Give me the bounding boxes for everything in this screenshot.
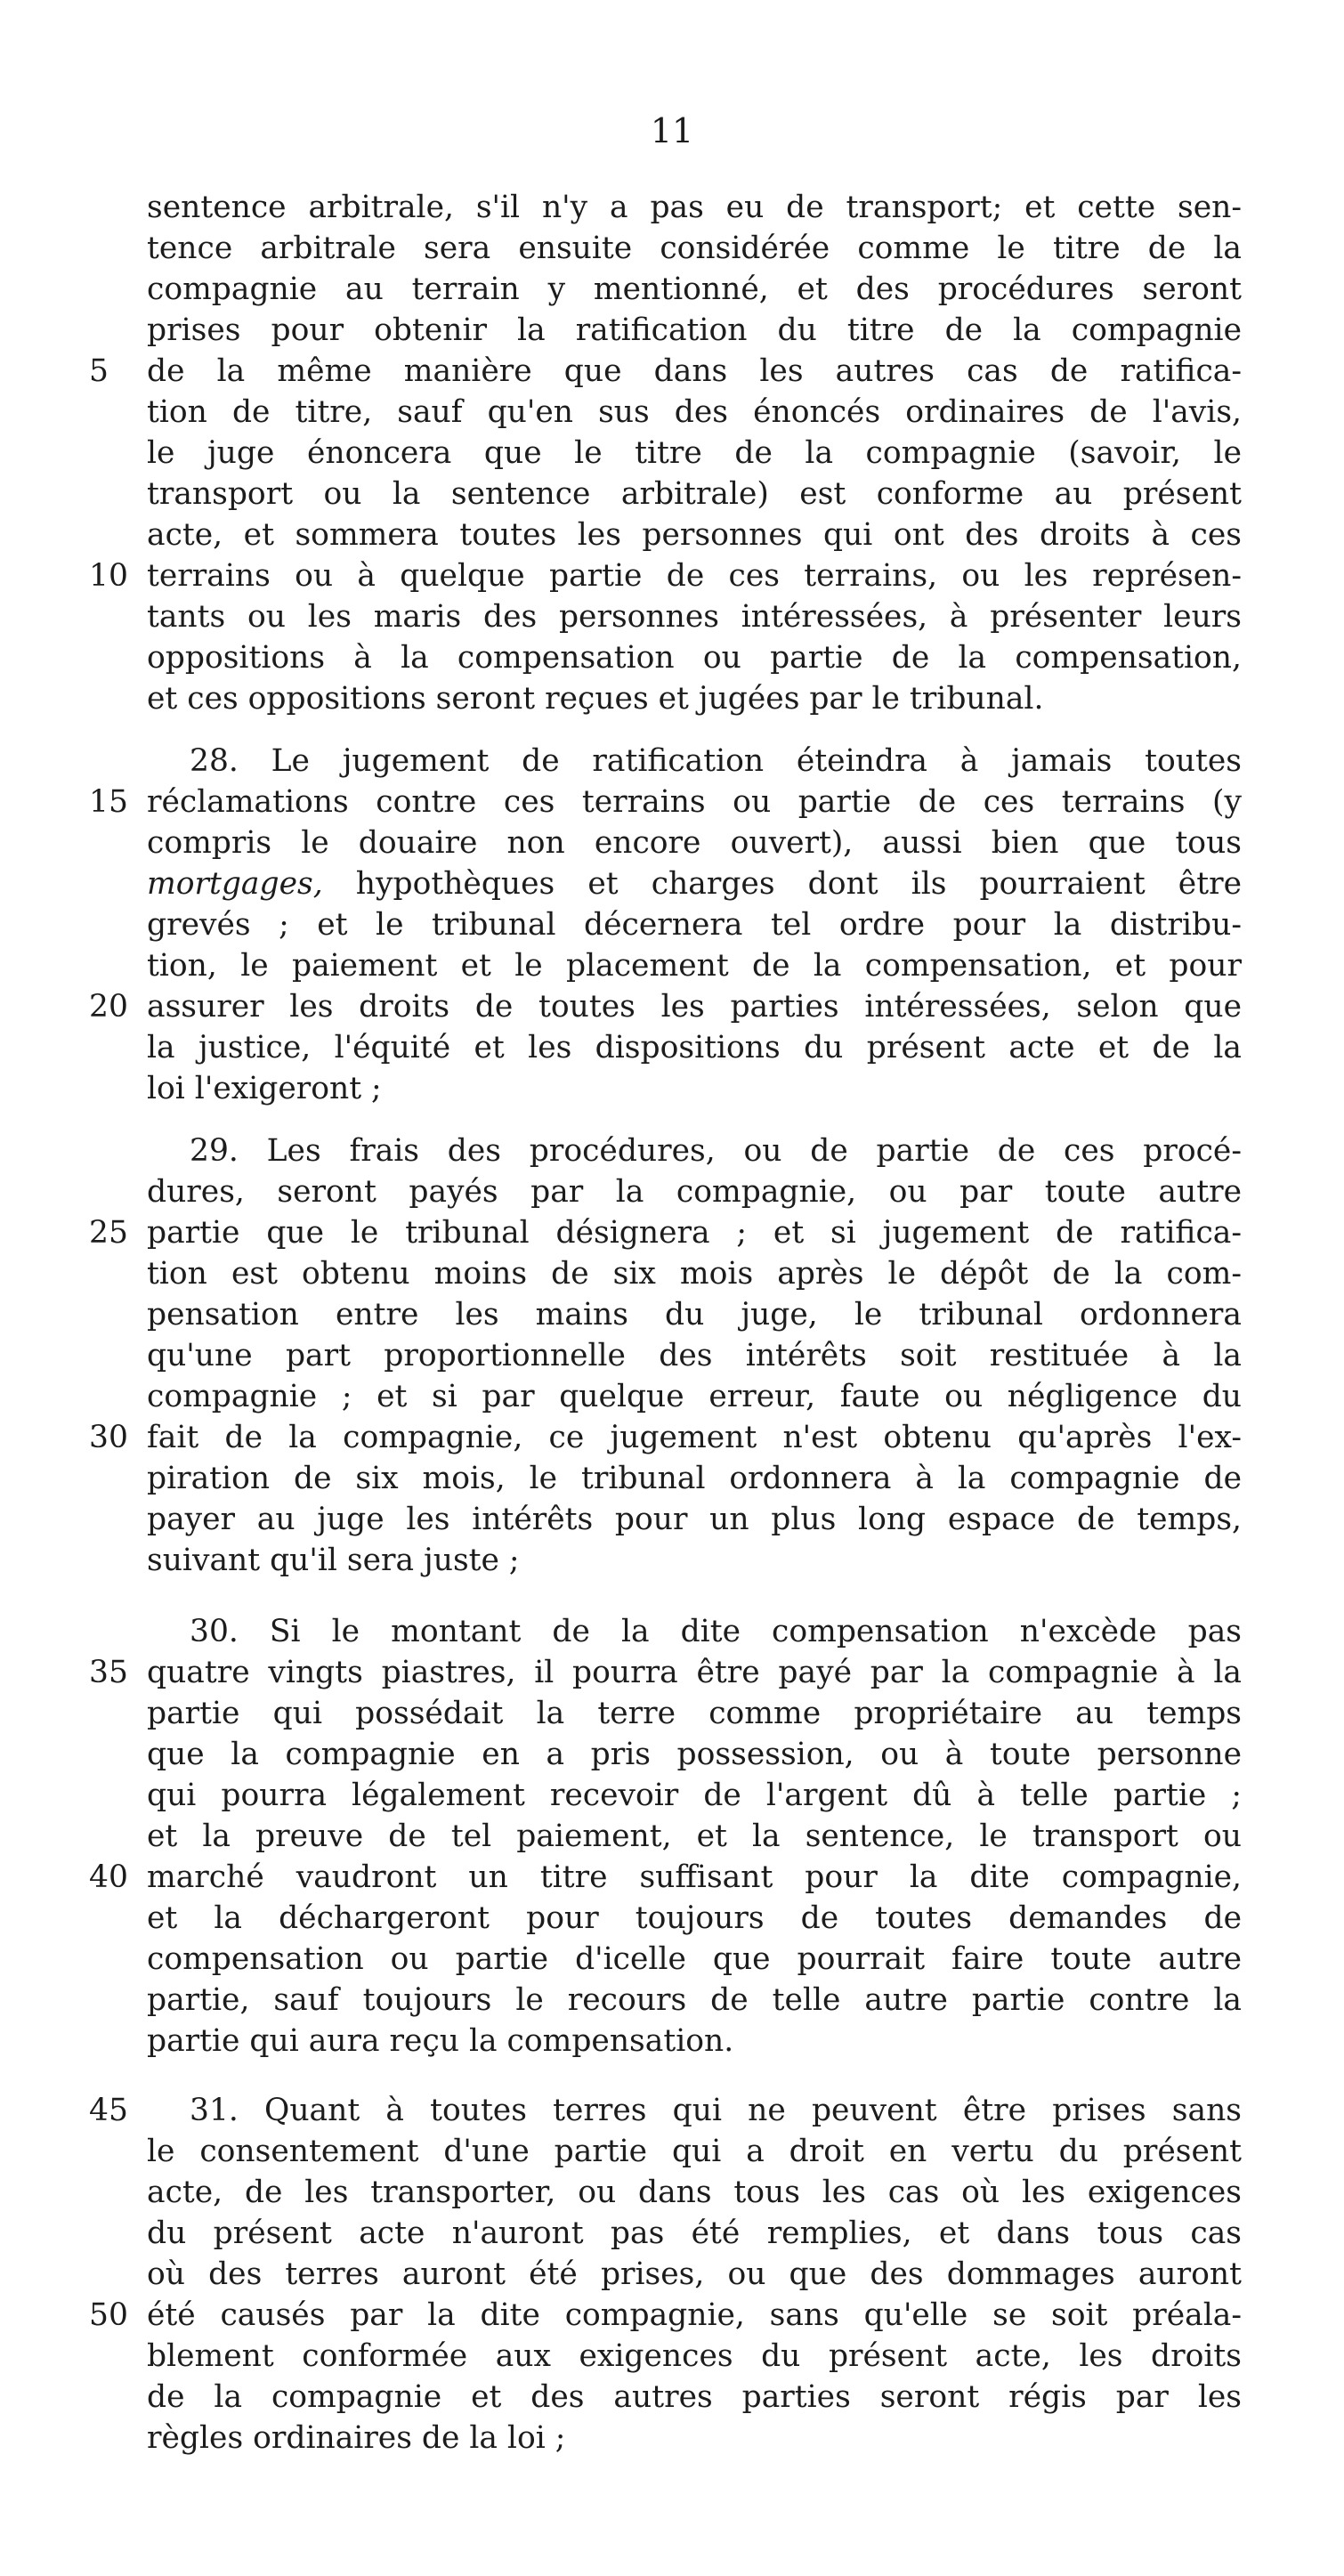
text-line: et la preuve de tel paiement, et la sentence, le transport ou xyxy=(147,1819,1242,1854)
line-number: 30 xyxy=(89,1420,128,1455)
text-line: de la compagnie et des autres parties seront régis par les xyxy=(147,2379,1242,2415)
text-line: tion est obtenu moins de six mois après le dépôt de la com- xyxy=(147,1256,1242,1292)
text-line: 28. Le jugement de ratification éteindra à jamais toutes xyxy=(190,743,1242,779)
text-line: et ces oppositions seront reçues et jugées par le tribunal. xyxy=(147,681,1044,717)
text-line: règles ordinaires de la loi ; xyxy=(147,2420,566,2456)
text-line: 31. Quant à toutes terres qui ne peuvent être prises sans xyxy=(190,2093,1242,2128)
text-line: tion, le paiement et le placement de la compensation, et pour xyxy=(147,948,1242,984)
line-number: 10 xyxy=(89,558,128,594)
text-line: tion de titre, sauf qu'en sus des énoncés ordinaires de l'avis, xyxy=(147,394,1242,430)
text-line: le juge énoncera que le titre de la compagnie (savoir, le xyxy=(147,435,1242,471)
text-line: tants ou les maris des personnes intéressées, à présenter leurs xyxy=(147,599,1242,635)
text-line: partie que le tribunal désignera ; et si jugement de ratifica- xyxy=(147,1215,1242,1251)
text-line: assurer les droits de toutes les parties intéressées, selon que xyxy=(147,989,1242,1025)
text-line: 30. Si le montant de la dite compensation n'excède pas xyxy=(190,1614,1242,1649)
text-line: marché vaudront un titre suffisant pour la dite compagnie, xyxy=(147,1859,1242,1895)
text-line: de la même manière que dans les autres cas de ratifica- xyxy=(147,353,1242,389)
text-line: partie, sauf toujours le recours de telle autre partie contre la xyxy=(147,1982,1242,2018)
line-number: 5 xyxy=(89,353,109,389)
text-line: acte, et sommera toutes les personnes qui ont des droits à ces xyxy=(147,517,1242,553)
text-line: partie qui aura reçu la compensation. xyxy=(147,2023,734,2059)
text-line: blement conformée aux exigences du présent acte, les droits xyxy=(147,2338,1242,2374)
text-line: le consentement d'une partie qui a droit en vertu du présent xyxy=(147,2134,1242,2169)
text-line: été causés par la dite compagnie, sans qu'elle se soit préala- xyxy=(147,2297,1242,2333)
text-line: loi l'exigeront ; xyxy=(147,1071,382,1106)
text-line: compagnie au terrain y mentionné, et des procédures seront xyxy=(147,271,1242,307)
line-number: 35 xyxy=(89,1655,128,1690)
text-line: compagnie ; et si par quelque erreur, faute ou négligence du xyxy=(147,1379,1242,1414)
text-line: mortgages, hypothèques et charges dont ils pourraient être xyxy=(147,866,1242,902)
text-line: quatre vingts piastres, il pourra être payé par la compagnie à la xyxy=(147,1655,1242,1690)
text-line: la justice, l'équité et les dispositions du présent acte et de la xyxy=(147,1030,1242,1065)
text-line: compensation ou partie d'icelle que pourrait faire toute autre xyxy=(147,1941,1242,1977)
text-line: 29. Les frais des procédures, ou de partie de ces procé- xyxy=(190,1133,1242,1169)
line-number: 40 xyxy=(89,1859,128,1895)
text-line: suivant qu'il sera juste ; xyxy=(147,1543,520,1578)
line-number: 20 xyxy=(89,989,128,1025)
text-line: piration de six mois, le tribunal ordonnera à la compagnie de xyxy=(147,1461,1242,1496)
text-line: payer au juge les intérêts pour un plus long espace de temps, xyxy=(147,1502,1242,1537)
text-line: pensation entre les mains du juge, le tribunal ordonnera xyxy=(147,1297,1242,1333)
line-number: 45 xyxy=(89,2093,128,2128)
text-line: qui pourra légalement recevoir de l'argent dû à telle partie ; xyxy=(147,1778,1242,1813)
text-line: transport ou la sentence arbitrale) est conforme au présent xyxy=(147,476,1242,512)
line-number: 15 xyxy=(89,784,128,820)
text-line: terrains ou à quelque partie de ces terrains, ou les représen- xyxy=(147,558,1242,594)
page-number: 11 xyxy=(650,111,694,150)
line-number: 25 xyxy=(89,1215,128,1251)
text-line: qu'une part proportionnelle des intérêts soit restituée à la xyxy=(147,1338,1242,1373)
text-line: et la déchargeront pour toujours de toutes demandes de xyxy=(147,1900,1242,1936)
italic-word: mortgages, xyxy=(147,866,323,902)
text-line: tence arbitrale sera ensuite considérée comme le titre de la xyxy=(147,231,1242,266)
text-line: prises pour obtenir la ratification du titre de la compagnie xyxy=(147,312,1242,348)
text-line: du présent acte n'auront pas été remplies, et dans tous cas xyxy=(147,2216,1242,2251)
text-line: fait de la compagnie, ce jugement n'est obtenu qu'après l'ex- xyxy=(147,1420,1242,1455)
text-line: que la compagnie en a pris possession, ou à toute personne xyxy=(147,1737,1242,1772)
text-line: oppositions à la compensation ou partie de la compensation, xyxy=(147,640,1242,676)
line-number: 50 xyxy=(89,2297,128,2333)
text-line: compris le douaire non encore ouvert), aussi bien que tous xyxy=(147,825,1242,861)
text-line: dures, seront payés par la compagnie, ou par toute autre xyxy=(147,1174,1242,1210)
text-line: sentence arbitrale, s'il n'y a pas eu de transport; et cette sen- xyxy=(147,190,1242,225)
text-line: partie qui possédait la terre comme propriétaire au temps xyxy=(147,1696,1242,1731)
text-line: grevés ; et le tribunal décernera tel ordre pour la distribu- xyxy=(147,907,1242,943)
text-line: réclamations contre ces terrains ou partie de ces terrains (y xyxy=(147,784,1242,820)
text-line: acte, de les transporter, ou dans tous les cas où les exigences xyxy=(147,2175,1242,2210)
text-line: où des terres auront été prises, ou que des dommages auront xyxy=(147,2256,1242,2292)
